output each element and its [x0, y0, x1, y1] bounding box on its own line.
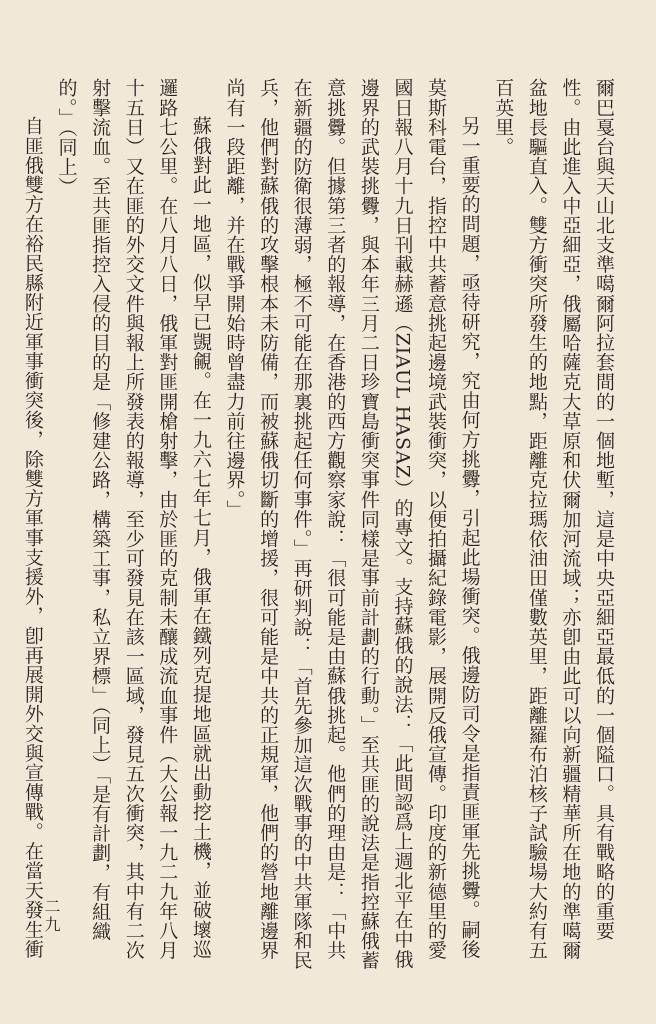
paragraph-4: 自匪俄雙方在裕民縣附近軍事衝突後，除雙方軍事支援外，卽再展開外交與宣傳戰。在當天發生衝: [21, 116, 44, 959]
paragraph-3: 蘇俄對此一地區，似早已覬覦。在一九六七年七月，俄軍在鐵列克提地區就出動挖土機，並破壞巡邏路七公里。在八月八日，俄軍對匪開槍射擊，由於匪的克制未釀成流血事件（大公報一九二九年八月十五日）又在匪的外交文件與報上所發表的報導，至少可發見在該一區域，發見五次衝突，其中有二次射擊流血。至共匪指控入侵的目的是「修建公路，構築工事，私立界標」（同上）「是有計劃，有組織的。」（同上）: [55, 78, 212, 960]
paragraph-1: 爾巴戛台與天山北支準噶爾阿拉套間的一個地塹，這是中央亞細亞最低的一個隘口。具有戰略的重要性。由此進入中亞細亞，俄屬哈薩克大草原和伏爾加河流域；亦卽由此可以向新疆精華所在地的準噶爾盆地長驅直入。雙方衝突所發生的地點，距離克拉瑪依油田僅數英里，距離羅布泊核子試驗場大約有五百英里。: [492, 78, 615, 960]
body-text: [20, 78, 620, 978]
paragraph-2: 另一重要的問題，亟待研究，究由何方挑釁，引起此場衝突。俄邊防司令是指責匪軍先挑釁。嗣後莫斯科電台，指控中共蓄意挑起邊境武裝衝突，以便拍攝紀錄電影，展開反俄宣傳。印度的新德里的愛國日報八月十九日刊載赫遜（ZIAUL HASAZ）的專文。支持蘇俄的說法：「此間認爲上週北平在中俄邊界的武裝挑釁，與本年三月二日珍寶島衝突事件同樣是事前計劃的行動。」至共匪的說法是指控蘇俄蓄意挑釁。但據第三者的報導，在香港的西方觀察家說：「很可能是由蘇俄挑起。他們的理由是：「中共在新疆的防衛很薄弱，極不可能在那裏挑起任何事件。」再研判說：「首先參加這次戰事的中共軍隊和民兵，他們對蘇俄的攻擊根本未防備，而被蘇俄切斷的增援，很可能是中共的正規軍，他們的營地離邊界尚有一段距離，并在戰爭開始時曾盡力前往邊界。」: [223, 78, 481, 971]
page-number: 二九: [42, 898, 61, 934]
